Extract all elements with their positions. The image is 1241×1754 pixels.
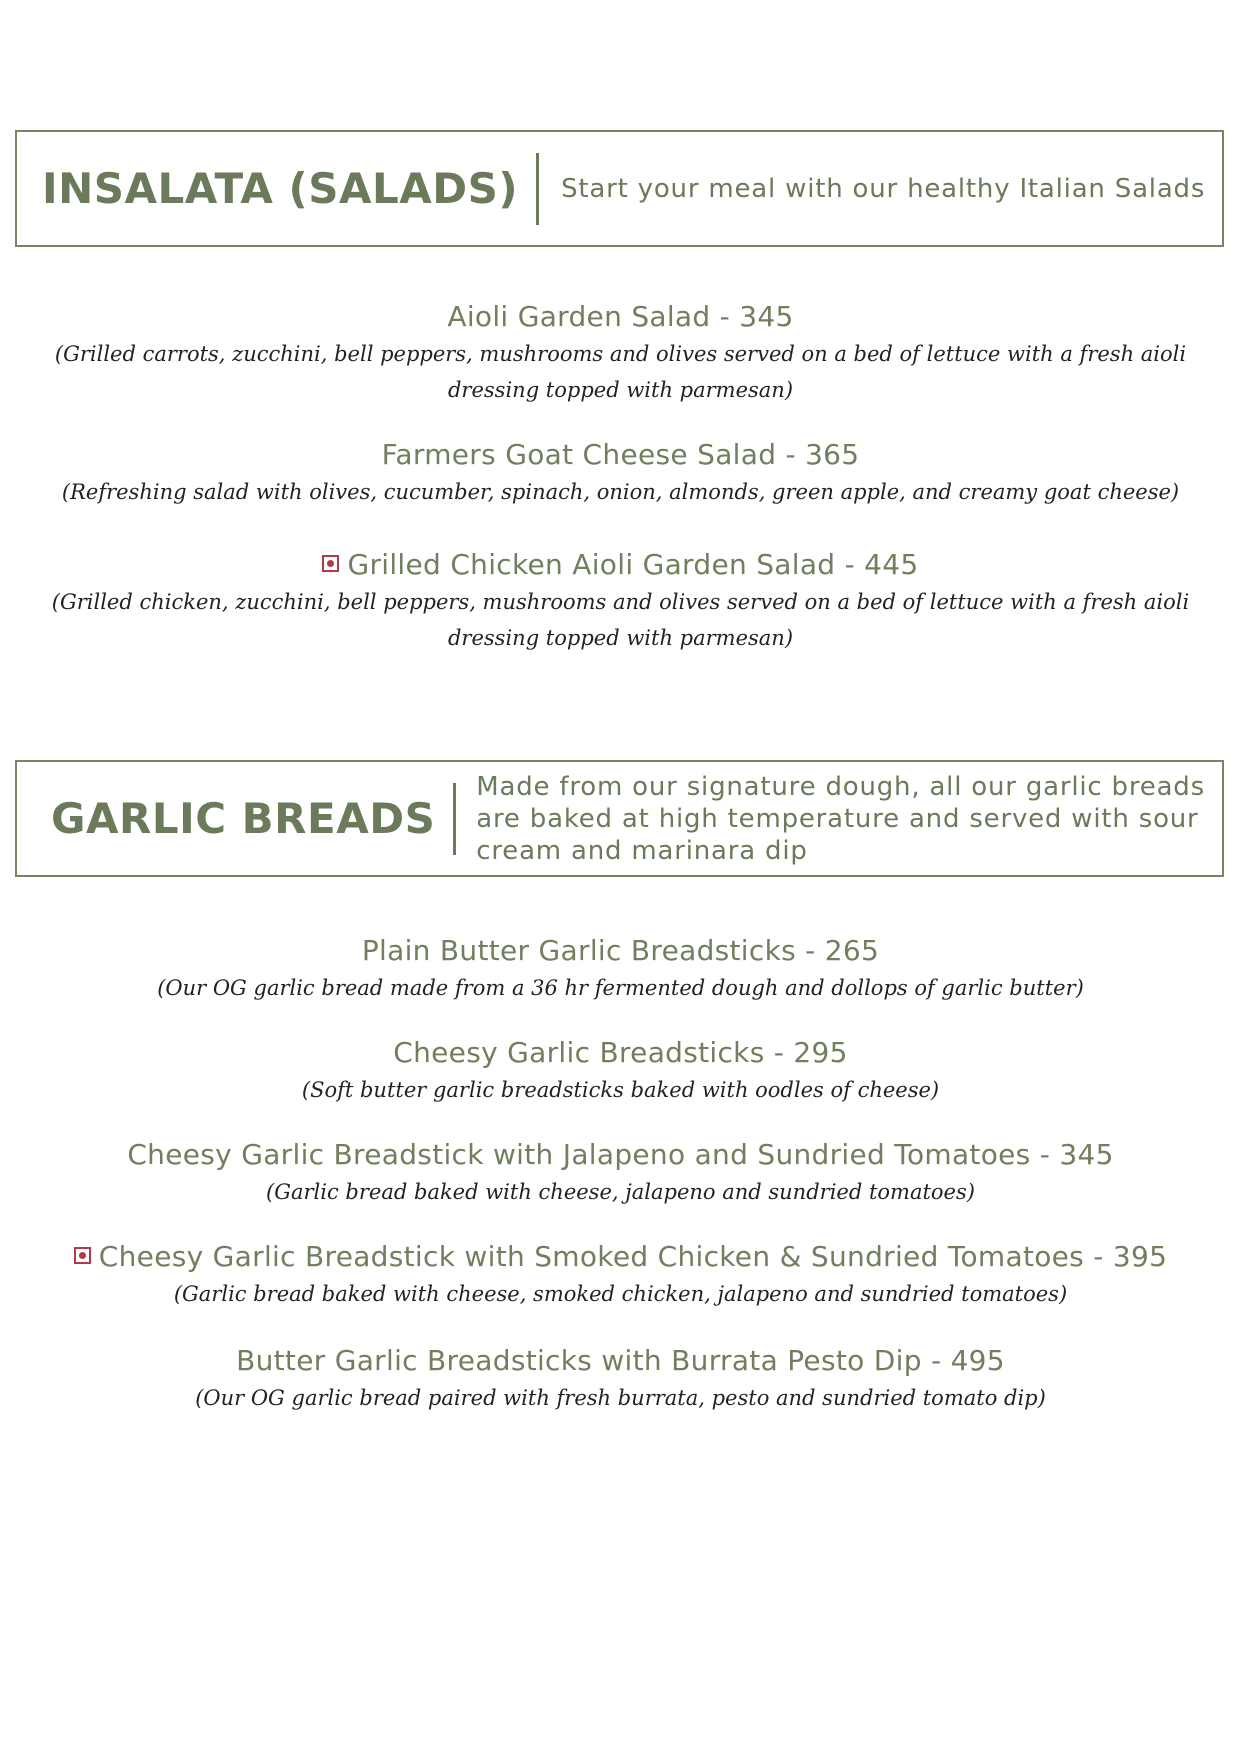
menu-item [30, 1034, 1211, 1108]
item-name: Grilled Chicken Aioli Garden Salad - 445 [347, 548, 919, 581]
item-description: (Grilled carrots, zucchini, bell peppers, mushrooms and olives served on a bed of lettuce with a fresh aioli dressing topped with parmesan) [54, 342, 1187, 402]
salads-header-divider [536, 153, 539, 225]
item-name: Butter Garlic Breadsticks with Burrata Pesto Dip - 495 [236, 1344, 1005, 1377]
menu-item [30, 932, 1211, 1006]
item-description: (Grilled chicken, zucchini, bell peppers, mushrooms and olives served on a bed of lettuce with a fresh aioli dressing topped with parmesan) [51, 590, 1190, 650]
item-description: (Soft butter garlic breadsticks baked with oodles of cheese) [301, 1078, 940, 1102]
item-name: Plain Butter Garlic Breadsticks - 265 [361, 934, 880, 967]
item-name: Cheesy Garlic Breadsticks - 295 [393, 1036, 848, 1069]
menu-item [30, 1136, 1211, 1210]
salads-title: INSALATA (SALADS) [42, 164, 519, 213]
garlic-breads-title: GARLIC BREADS [51, 794, 436, 843]
item-name-row [30, 1238, 1211, 1276]
item-description: (Our OG garlic bread made from a 36 hr fermented dough and dollops of garlic butter) [157, 976, 1084, 1000]
garlic-breads-header-divider [453, 783, 456, 855]
menu-item [30, 1342, 1211, 1416]
menu-item [30, 546, 1211, 656]
garlic-breads-header [15, 760, 1224, 877]
item-description: (Garlic bread baked with cheese, smoked chicken, jalapeno and sundried tomatoes) [173, 1282, 1068, 1306]
non-veg-icon [322, 555, 339, 572]
item-description: (Garlic bread baked with cheese, jalapeno and sundried tomatoes) [266, 1180, 975, 1204]
salads-subtitle: Start your meal with our healthy Italian Salads [561, 173, 1206, 204]
menu-item [30, 436, 1211, 510]
item-name-row [30, 546, 1211, 584]
menu-item [30, 298, 1211, 408]
non-veg-icon [74, 1247, 91, 1264]
item-name: Cheesy Garlic Breadstick with Jalapeno and Sundried Tomatoes - 345 [127, 1138, 1114, 1171]
item-description: (Our OG garlic bread paired with fresh burrata, pesto and sundried tomato dip) [195, 1386, 1046, 1410]
menu-item [30, 1238, 1211, 1312]
item-name: Farmers Goat Cheese Salad - 365 [381, 438, 860, 471]
item-name: Aioli Garden Salad - 345 [447, 300, 794, 333]
item-name: Cheesy Garlic Breadstick with Smoked Chicken & Sundried Tomatoes - 395 [98, 1240, 1168, 1273]
garlic-breads-subtitle: Made from our signature dough, all our garlic breads are baked at high temperature and served with sour cream and marinara dip [476, 771, 1205, 866]
salads-header [15, 130, 1224, 247]
item-description: (Refreshing salad with olives, cucumber, spinach, onion, almonds, green apple, and creamy goat cheese) [61, 480, 1180, 504]
